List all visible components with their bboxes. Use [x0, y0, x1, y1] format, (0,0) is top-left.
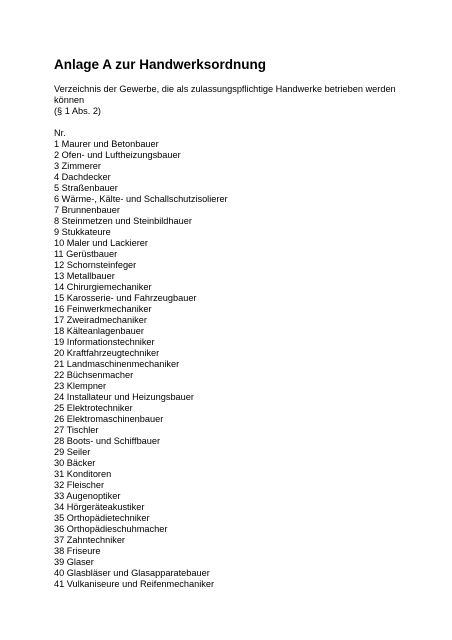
- list-item: 16 Feinwerkmechaniker: [54, 304, 152, 314]
- list-item: 1 Maurer und Betonbauer: [54, 139, 159, 149]
- subtitle-text: Verzeichnis der Gewerbe, die als zulassungspflichtige Handwerke betrieben werden können: [54, 84, 396, 105]
- list-item: 32 Fleischer: [54, 480, 105, 490]
- list-item: 25 Elektrotechniker: [54, 403, 133, 413]
- list-item: 22 Büchsenmacher: [54, 370, 134, 380]
- list-item: 23 Klempner: [54, 381, 107, 391]
- document-title: Anlage A zur Handwerksordnung: [54, 57, 267, 72]
- list-item: 40 Glasbläser und Glasapparatebauer: [54, 568, 210, 578]
- trade-list: [54, 139, 414, 590]
- list-item: 34 Hörgeräteakustiker: [54, 502, 145, 512]
- list-item: 39 Glaser: [54, 557, 94, 567]
- list-item: 14 Chirurgiemechaniker: [54, 282, 152, 292]
- document-page: [54, 57, 414, 590]
- list-item: 28 Boots- und Schiffbauer: [54, 436, 161, 446]
- list-item: 24 Installateur und Heizungsbauer: [54, 392, 194, 402]
- list-item: 9 Stukkateure: [54, 227, 111, 237]
- list-item: 27 Tischler: [54, 425, 99, 435]
- list-item: 2 Ofen- und Luftheizungsbauer: [54, 150, 181, 160]
- list-item: 33 Augenoptiker: [54, 491, 121, 501]
- list-item: 6 Wärme-, Kälte- und Schallschutzisolierer: [54, 194, 228, 204]
- list-item: 21 Landmaschinenmechaniker: [54, 359, 180, 369]
- list-item: 4 Dachdecker: [54, 172, 111, 182]
- list-item: 18 Kälteanlagenbauer: [54, 326, 144, 336]
- document-subtitle: [54, 84, 414, 117]
- list-item: 36 Orthopädieschuhmacher: [54, 524, 168, 534]
- list-item: 7 Brunnenbauer: [54, 205, 120, 215]
- list-item: 11 Gerüstbauer: [54, 249, 118, 259]
- list-item: 8 Steinmetzen und Steinbildhauer: [54, 216, 192, 226]
- list-item: 26 Elektromaschinenbauer: [54, 414, 164, 424]
- list-item: 19 Informationstechniker: [54, 337, 155, 347]
- list-item: 17 Zweiradmechaniker: [54, 315, 147, 325]
- list-item: 38 Friseure: [54, 546, 101, 556]
- list-item: 15 Karosserie- und Fahrzeugbauer: [54, 293, 197, 303]
- list-item: 29 Seiler: [54, 447, 91, 457]
- list-item: 5 Straßenbauer: [54, 183, 118, 193]
- list-item: 37 Zahntechniker: [54, 535, 125, 545]
- list-header: Nr.: [54, 128, 66, 138]
- list-item: 3 Zimmerer: [54, 161, 101, 171]
- list-item: 12 Schornsteinfeger: [54, 260, 137, 270]
- list-item: 35 Orthopädietechniker: [54, 513, 150, 523]
- list-item: 41 Vulkaniseure und Reifenmechaniker: [54, 579, 215, 589]
- list-item: 10 Maler und Lackierer: [54, 238, 148, 248]
- subtitle-reference: (§ 1 Abs. 2): [54, 106, 101, 116]
- list-item: 20 Kraftfahrzeugtechniker: [54, 348, 160, 358]
- list-item: 13 Metallbauer: [54, 271, 115, 281]
- list-item: 30 Bäcker: [54, 458, 96, 468]
- list-item: 31 Konditoren: [54, 469, 112, 479]
